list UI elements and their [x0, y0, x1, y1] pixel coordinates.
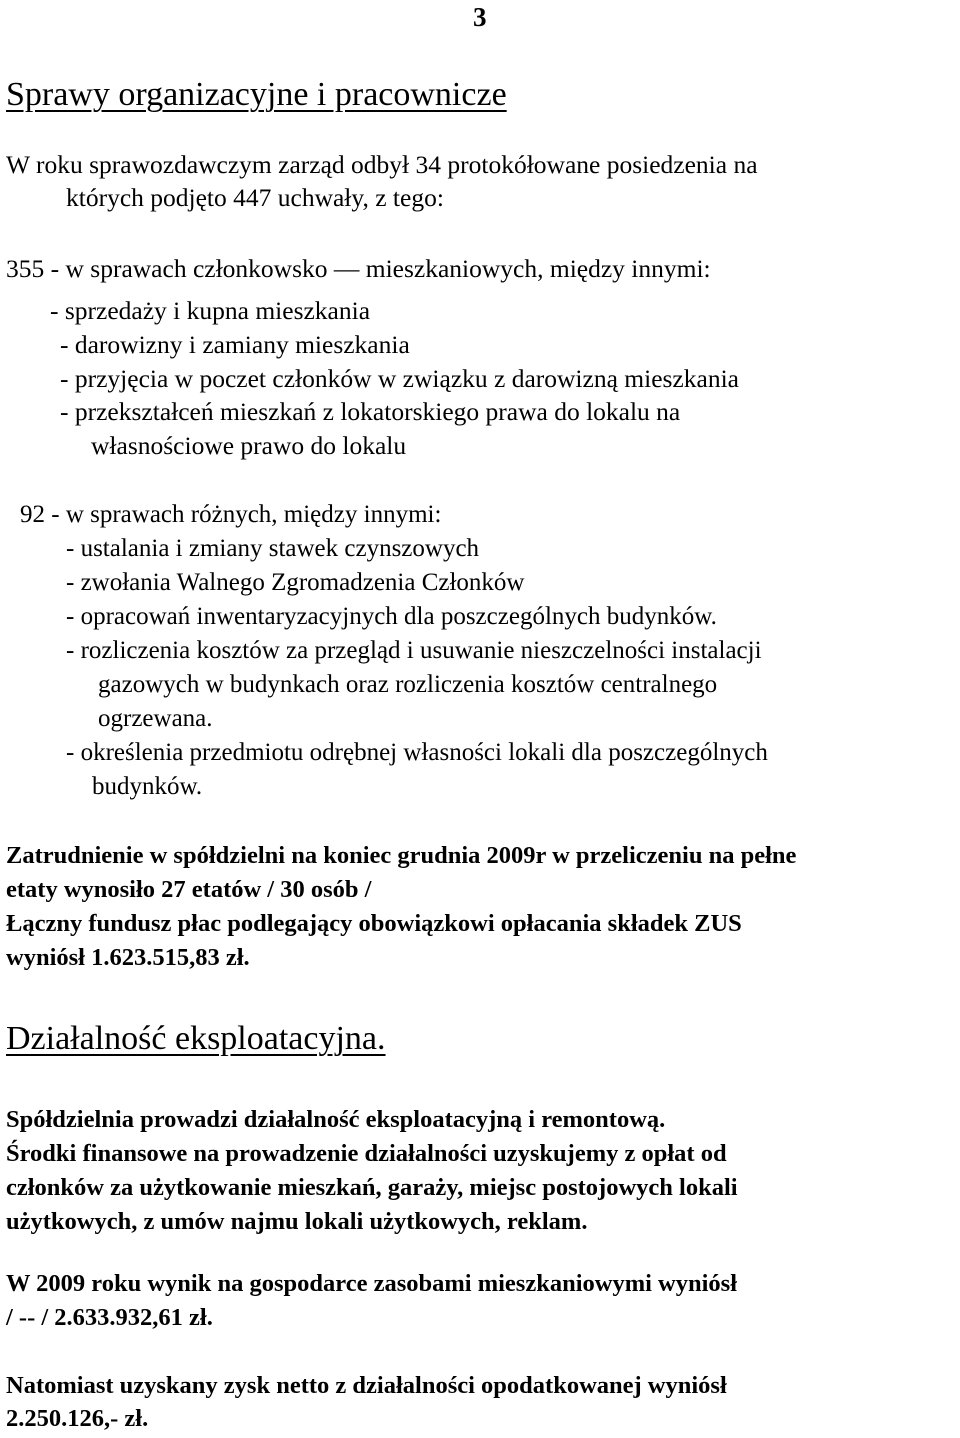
employment-text: etaty wynosiło 27 etatów / 30 osób /	[6, 876, 372, 903]
housing-result-paragraph: / -- / 2.633.932,61 zł.	[6, 1304, 213, 1331]
list-item: - rozliczenia kosztów za przegląd i usuwanie nieszczelności instalacji	[66, 637, 762, 664]
section-heading-operations: Działalność eksploatacyjna.	[6, 1020, 386, 1057]
list-item-continuation: ogrzewana.	[98, 705, 213, 732]
funding-paragraph: użytkowych, z umów najmu lokali użytkowych, reklam.	[6, 1208, 588, 1235]
payroll-text: Łączny fundusz płac podlegający obowiązkowi opłacania składek ZUS	[6, 910, 742, 937]
list-item: - przekształceń mieszkań z lokatorskiego prawa do lokalu na	[60, 397, 681, 426]
section-heading-organizational: Sprawy organizacyjne i pracownicze	[6, 76, 507, 113]
list-item: - opracowań inwentaryzacyjnych dla poszczególnych budynków.	[66, 603, 717, 630]
funding-paragraph: Środki finansowe na prowadzenie działalności uzyskujemy z opłat od	[6, 1140, 727, 1167]
list-item-continuation: własnościowe prawo do lokalu	[91, 431, 407, 460]
intro-line: których podjęto 447 uchwały, z tego:	[66, 183, 444, 212]
funding-paragraph: członków za użytkowanie mieszkań, garaży, miejsc postojowych lokali	[6, 1174, 738, 1201]
payroll-text: wyniósł 1.623.515,83 zł.	[6, 944, 250, 971]
list-item: - sprzedaży i kupna mieszkania	[50, 296, 371, 325]
net-profit-paragraph: 2.250.126,- zł.	[6, 1405, 149, 1432]
list-item-continuation: gazowych w budynkach oraz rozliczenia kosztów centralnego	[98, 671, 718, 698]
operations-paragraph: Spółdzielnia prowadzi działalność eksploatacyjną i remontową.	[6, 1106, 666, 1133]
list-item: - zwołania Walnego Zgromadzenia Członków	[66, 569, 525, 596]
net-profit-paragraph: Natomiast uzyskany zysk netto z działalności opodatkowanej wyniósł	[6, 1372, 727, 1399]
employment-text: Zatrudnienie w spółdzielni na koniec grudnia 2009r w przeliczeniu na pełne	[6, 842, 797, 869]
list-item: - darowizny i zamiany mieszkania	[60, 330, 410, 359]
housing-result-paragraph: W 2009 roku wynik na gospodarce zasobami mieszkaniowymi wyniósł	[6, 1270, 738, 1297]
page-number: 3	[473, 2, 487, 32]
list-item: - ustalania i zmiany stawek czynszowych	[66, 535, 480, 562]
list-item: - określenia przedmiotu odrębnej własności lokali dla poszczególnych	[66, 739, 768, 766]
group-header-membership: 355 - w sprawach członkowsko — mieszkaniowych, między innymi:	[6, 254, 711, 283]
group-header-various: 92 - w sprawach różnych, między innymi:	[20, 501, 442, 528]
list-item-continuation: budynków.	[92, 773, 203, 800]
intro-line: W roku sprawozdawczym zarząd odbył 34 protokółowane posiedzenia na	[6, 150, 758, 179]
list-item: - przyjęcia w poczet członków w związku z darowizną mieszkania	[60, 364, 739, 393]
